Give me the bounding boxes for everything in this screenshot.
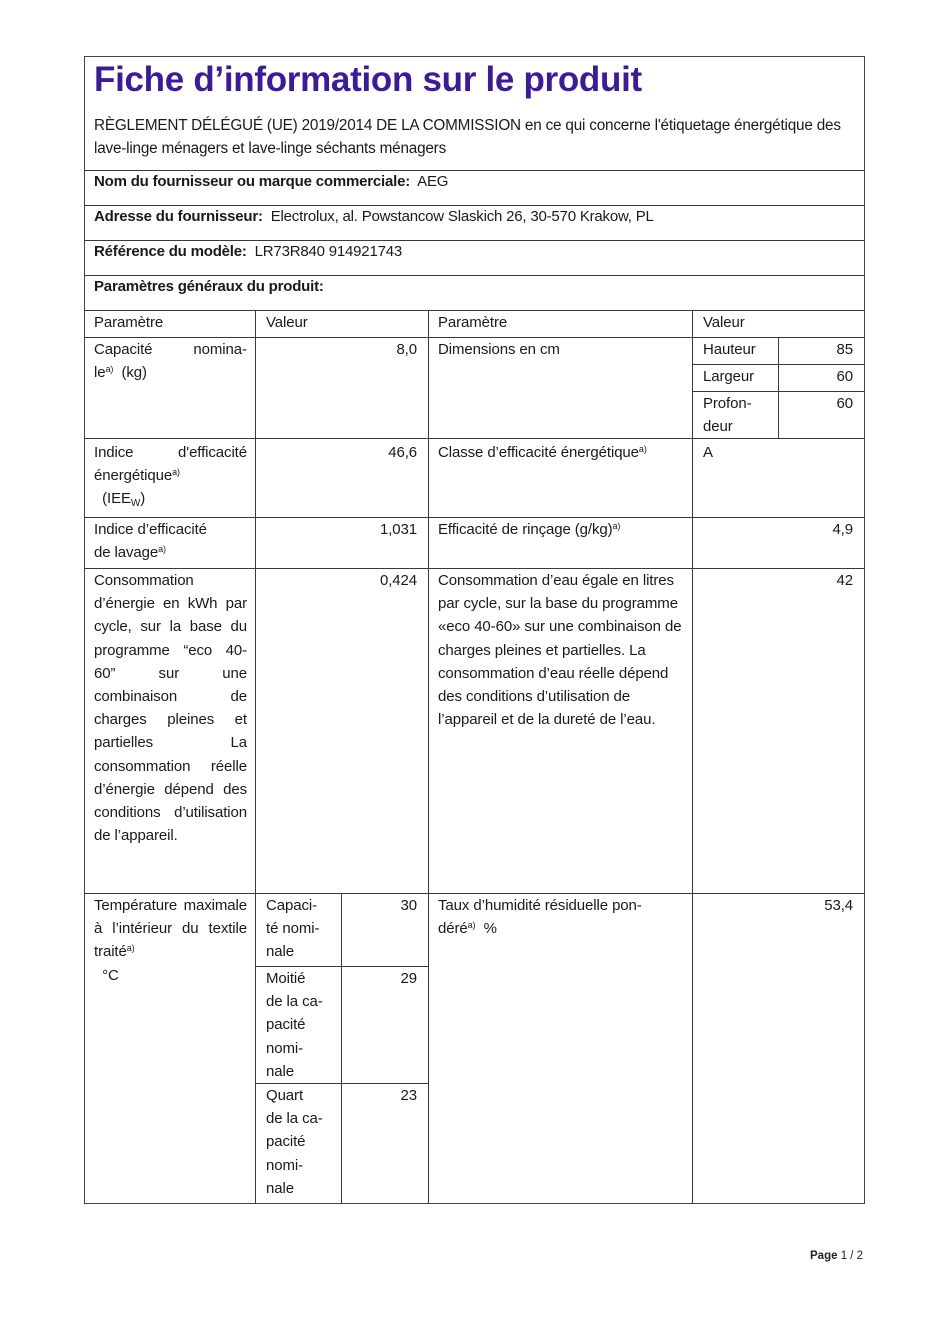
capacity-value: 8,0 <box>396 341 417 358</box>
page-title: Fiche d’information sur le produit <box>94 60 642 99</box>
height-value: 85 <box>836 341 853 358</box>
residual-moisture-label: Taux d’humidité résiduelle pon- déré$^{a)}$ % <box>438 897 642 938</box>
water-consumption-value: 42 <box>836 572 853 589</box>
depth-value: 60 <box>836 395 853 412</box>
temp-quarter-capacity-label: Quart de la ca- pacité nomi- nale <box>266 1087 323 1197</box>
residual-moisture-value: 53,4 <box>824 897 853 914</box>
page-number: 1 / 2 <box>840 1250 864 1262</box>
header-value-right: Valeur <box>703 314 745 331</box>
eei-value: 46,6 <box>388 444 417 461</box>
supplier-address-row <box>94 208 654 225</box>
washing-index-value: 1,031 <box>379 521 417 538</box>
energy-class-value: A <box>703 444 713 461</box>
width-value: 60 <box>836 368 853 385</box>
supplier-address-value: Electrolux, al. Powstancow Slaskich 26, 30-570 Krakow, PL <box>270 208 654 225</box>
general-params-label: Paramètres généraux du produit: <box>94 278 324 295</box>
header-param-right: Paramètre <box>438 314 508 331</box>
page-indicator <box>810 1250 863 1262</box>
supplier-address-label: Adresse du fournisseur: <box>94 208 263 225</box>
energy-class-label: Classe d’efficacité énergétique$^{a)}$ <box>438 444 647 461</box>
energy-consumption-label: Consommation d’énergie en kWh par cycle, sur la base du programme “eco 40-60” sur une combinaison de charges pleines et partielles La consommation réelle d’énergie dépend des conditions d’utilisation de l’appareil. <box>94 572 247 845</box>
temp-full-capacity-value: 30 <box>400 897 417 914</box>
depth-label: Profon- deur <box>703 395 752 436</box>
header-param-left: Paramètre <box>94 314 164 331</box>
supplier-name-label: Nom du fournisseur ou marque commerciale: <box>94 173 411 190</box>
water-consumption-label: Consommation d’eau égale en litres par cycle, sur la base du programme «eco 40-60» sur une combinaison de charges pleines et partielles. La consommation d’eau réelle dépend des conditions d’utilisation de l’appareil et de la dureté de l’eau. <box>438 572 682 729</box>
model-reference-row <box>94 243 402 260</box>
column-divider <box>341 893 342 1204</box>
width-label: Largeur <box>703 368 755 385</box>
temp-full-capacity-label: Capaci- té nomi- nale <box>266 897 320 961</box>
eei-label: Indice d'efficacité énergétique$^{a)}$ $(IEE_W)$ <box>94 444 247 510</box>
column-divider <box>692 310 693 1204</box>
divider <box>84 205 865 206</box>
temp-half-capacity-value: 29 <box>400 970 417 987</box>
general-params-row <box>94 278 324 295</box>
washing-index-label: Indice d’efficacité de lavage$^{a)}$ <box>94 521 207 562</box>
supplier-name-value: AEG <box>417 173 449 190</box>
energy-consumption-value: 0,424 <box>379 572 417 589</box>
rinsing-value: 4,9 <box>832 521 853 538</box>
header-value-left: Valeur <box>266 314 308 331</box>
model-reference-label: Référence du modèle: <box>94 243 247 260</box>
model-reference-value: LR73R840 914921743 <box>254 243 403 260</box>
regulation-subtitle: RÈGLEMENT DÉLÉGUÉ (UE) 2019/2014 DE LA COMMISSION en ce qui concerne l'étiquetage énergétique des lave-linge ménagers et lave-linge séchants ménagers <box>94 117 841 157</box>
capacity-label: Capacité nominale$^{a)}$ (kg) <box>94 341 247 382</box>
temp-quarter-capacity-value: 23 <box>400 1087 417 1104</box>
divider <box>84 170 865 171</box>
divider <box>84 275 865 276</box>
dimensions-label: Dimensions en cm <box>438 341 560 358</box>
height-label: Hauteur <box>703 341 756 358</box>
temp-half-capacity-label: Moitié de la ca- pacité nomi- nale <box>266 970 323 1080</box>
column-divider <box>778 337 779 438</box>
max-temperature-label: Température maximale à l’intérieur du textile traité$^{a)}$ °C <box>94 897 247 984</box>
page-label: Page <box>810 1250 838 1262</box>
column-divider <box>428 310 429 1204</box>
column-divider <box>255 310 256 1204</box>
divider <box>84 240 865 241</box>
supplier-name-row <box>94 173 448 190</box>
rinsing-label: Efficacité de rinçage $(g/kg)^{a)}$ <box>438 521 621 538</box>
